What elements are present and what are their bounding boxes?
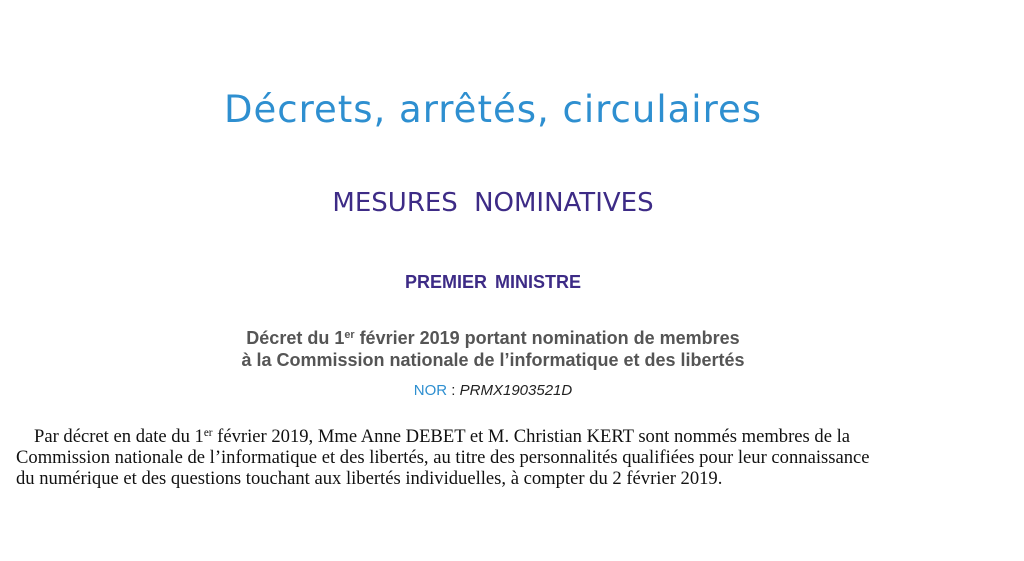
ministry-heading: PREMIER MINISTRE (404, 272, 581, 292)
nor-label: NOR (413, 382, 448, 399)
body-line-1-start: Par décret en date du 1 (34, 426, 204, 447)
main-title: Décrets, arrêtés, circulaires (223, 88, 763, 131)
decree-title-line-2: à la Commission nationale de l’informatique et des libertés (241, 350, 745, 370)
body-line-3: du numérique et des questions touchant aux libertés individuelles, à compter du 2 février 2019. (16, 468, 723, 489)
nor-value: PRMX1903521D (459, 382, 573, 399)
section-title: MESURES NOMINATIVES (332, 188, 654, 218)
body-line-2: Commission nationale de l’informatique et des libertés, au titre des personnalités qualifiées pour leur connaissance (16, 447, 870, 468)
nor-separator: : (447, 382, 460, 399)
decree-title-line-1-end: février 2019 portant nomination de membres (354, 328, 740, 348)
decree-title (0, 327, 986, 371)
body-line-1-end: février 2019, Mme Anne DEBET et M. Christian KERT sont nommés membres de la (212, 426, 851, 447)
nor-reference (0, 382, 986, 399)
body-line-1 (16, 426, 981, 447)
decree-body (16, 426, 981, 489)
decree-title-line-1-start: Décret du 1 (246, 328, 345, 348)
ordinal-suffix: er (344, 329, 355, 341)
ordinal-suffix: er (203, 427, 213, 439)
decree-title-line-1 (0, 327, 986, 349)
